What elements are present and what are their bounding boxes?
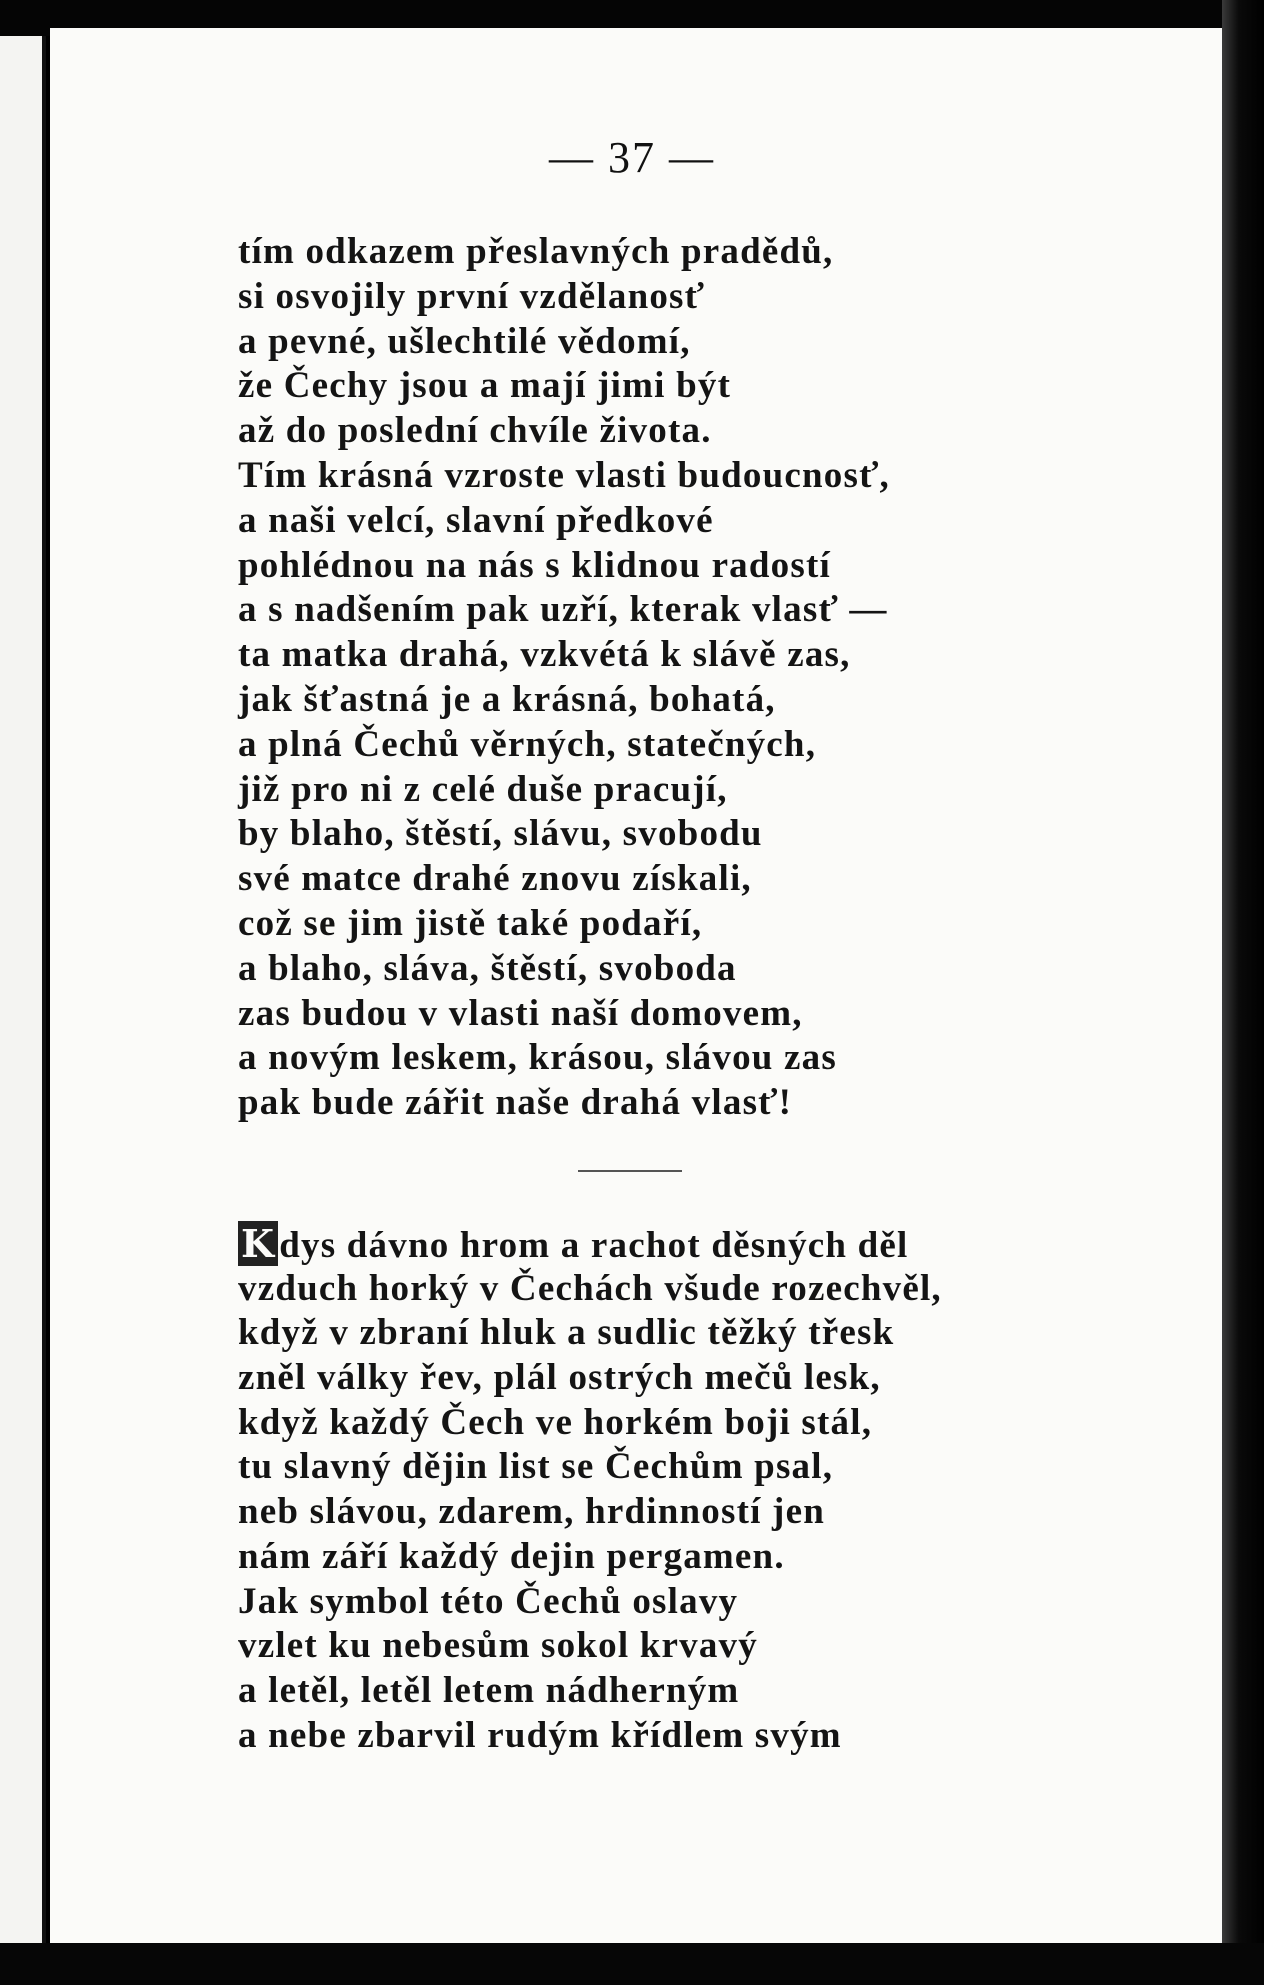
poem-stanza-1 bbox=[238, 230, 890, 1126]
poem-line: Tím krásná vzroste vlasti budoucnosť, bbox=[238, 454, 890, 496]
poem-first-line bbox=[238, 1222, 942, 1267]
poem-line: že Čechy jsou a mají jimi být bbox=[238, 365, 732, 407]
poem-line: a nebe zbarvil rudým křídlem svým bbox=[238, 1714, 842, 1756]
section-divider bbox=[578, 1170, 682, 1172]
drop-cap-initial: K bbox=[238, 1221, 278, 1266]
poem-line: vzduch horký v Čechách všude rozechvěl, bbox=[238, 1267, 942, 1309]
poem-line: a pevné, ušlechtilé vědomí, bbox=[238, 320, 691, 362]
poem-line: až do poslední chvíle života. bbox=[238, 410, 712, 452]
poem-line: tím odkazem přeslavných pradědů, bbox=[238, 231, 834, 272]
poem-line: a naši velcí, slavní předkové bbox=[238, 499, 714, 541]
poem-line: když v zbraní hluk a sudlic těžký třesk bbox=[238, 1312, 895, 1354]
poem-line: zas budou v vlasti naší domovem, bbox=[238, 992, 803, 1034]
poem-line: pak bude zářit naše drahá vlasť! bbox=[238, 1082, 793, 1124]
poem-line: a blaho, sláva, štěstí, svoboda bbox=[238, 947, 737, 989]
poem-line: když každý Čech ve horkém boji stál, bbox=[238, 1401, 873, 1443]
poem-line: zněl války řev, plál ostrých mečů lesk, bbox=[238, 1357, 881, 1399]
poem-line: tu slavný dějin list se Čechům psal, bbox=[238, 1446, 834, 1488]
poem-line: nám září každý dejin pergamen. bbox=[238, 1535, 785, 1577]
first-line-text: dys dávno hrom a rachot děsných děl bbox=[279, 1225, 909, 1266]
scan-left-margin bbox=[0, 36, 46, 1985]
poem-line: své matce drahé znovu získali, bbox=[238, 858, 752, 900]
poem-line: a s nadšením pak uzří, kterak vlasť — bbox=[238, 589, 888, 631]
poem-line: si osvojily první vzdělanosť bbox=[238, 275, 706, 317]
scan-right-border bbox=[1222, 0, 1264, 1985]
poem-line: by blaho, štěstí, slávu, svobodu bbox=[238, 813, 763, 855]
poem-line: což se jim jistě také podaří, bbox=[238, 902, 703, 944]
poem-line: již pro ni z celé duše pracují, bbox=[238, 768, 728, 810]
poem-line: a plná Čechů věrných, statečných, bbox=[238, 723, 817, 765]
poem-line: neb slávou, zdarem, hrdinností jen bbox=[238, 1491, 825, 1533]
poem-line: a letěl, letěl letem nádherným bbox=[238, 1669, 740, 1711]
poem-line: jak šťastná je a krásná, bohatá, bbox=[238, 678, 776, 720]
poem-line: Jak symbol této Čechů oslavy bbox=[238, 1580, 739, 1622]
page-number: — 37 — bbox=[549, 133, 715, 182]
poem-line: vzlet ku nebesům sokol krvavý bbox=[238, 1625, 758, 1667]
poem-line: ta matka drahá, vzkvétá k slávě zas, bbox=[238, 634, 851, 676]
poem-line: pohlédnou na nás s klidnou radostí bbox=[238, 544, 831, 586]
poem-line: a novým leskem, krásou, slávou zas bbox=[238, 1037, 837, 1079]
poem-stanza-2 bbox=[238, 1222, 942, 1758]
scan-bottom-border bbox=[0, 1943, 1264, 1985]
